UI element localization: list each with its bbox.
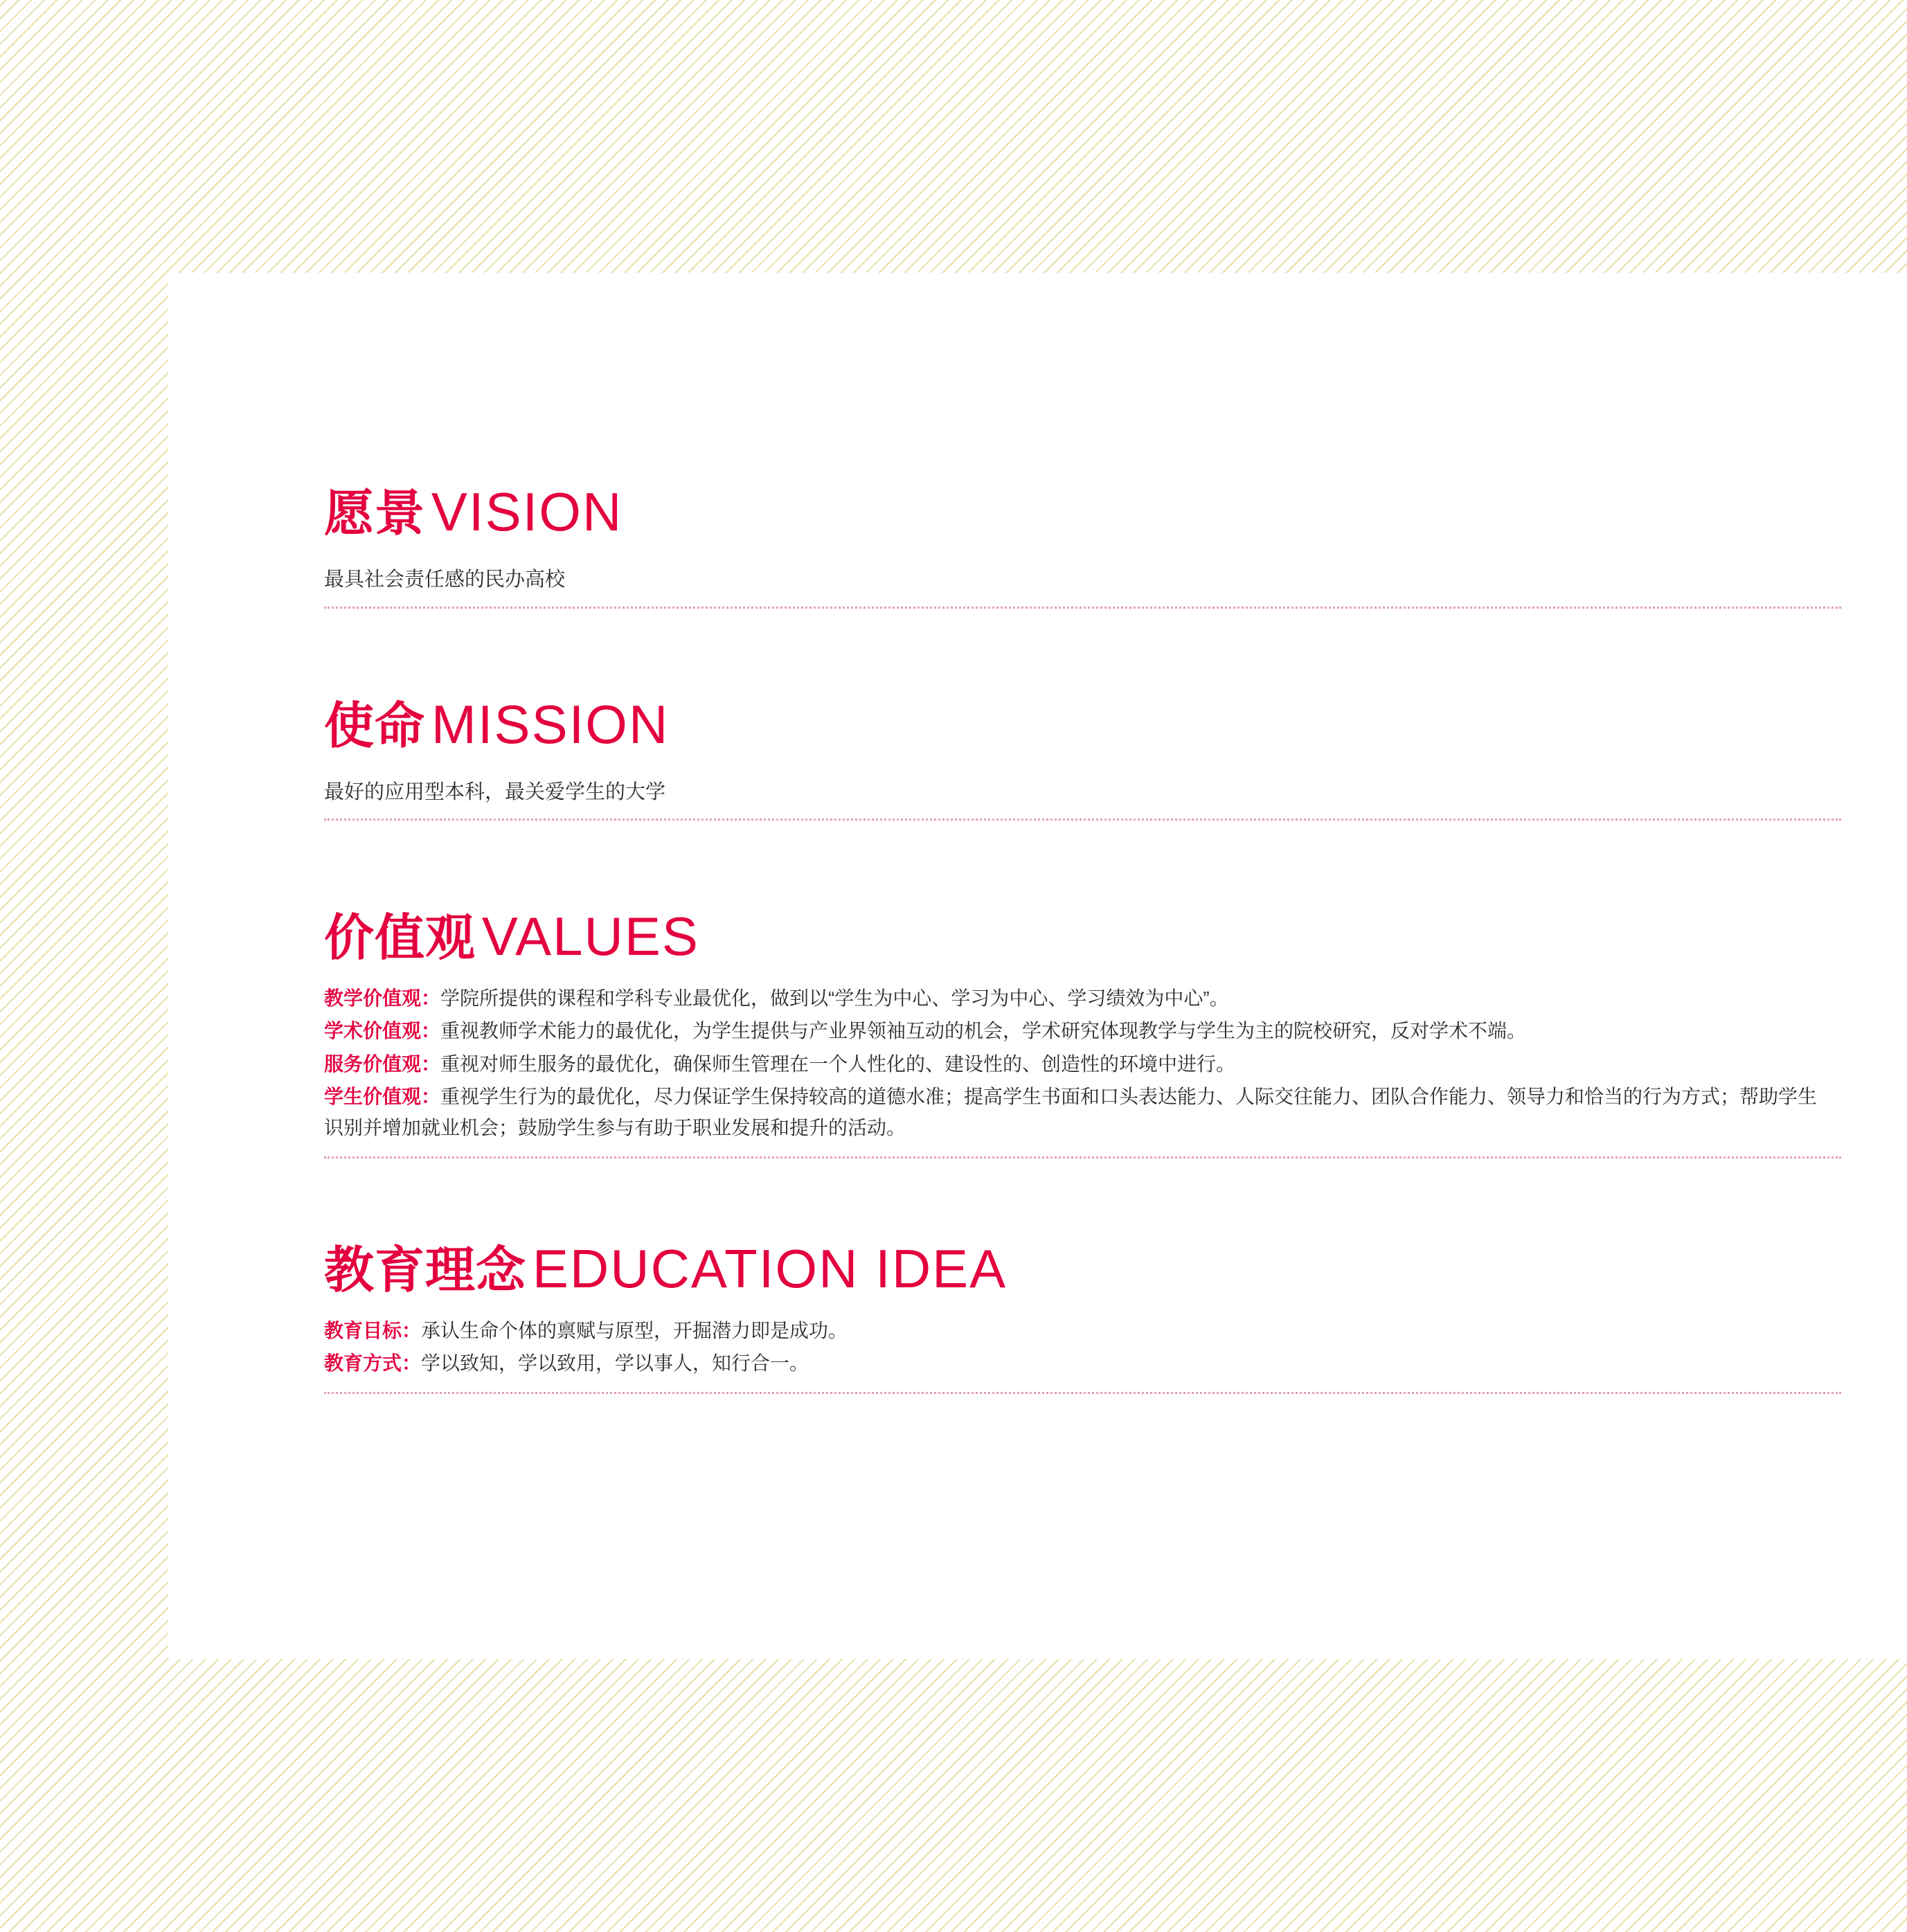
spacer-2 <box>324 821 1847 909</box>
values-item-label: 教学价值观： <box>324 987 441 1009</box>
values-item-text: 学院所提供的课程和学科专业最优化，做到以“学生为中心、学习为中心、学习绩效为中心”。 <box>440 987 1229 1009</box>
spacer-1 <box>324 609 1847 697</box>
mission-heading-cn: 使命 <box>324 698 426 754</box>
section-values <box>324 906 1847 1159</box>
section-vision <box>324 481 1847 609</box>
values-item-text: 重视学生行为的最优化，尽力保证学生保持较高的道德水准；提高学生书面和口头表达能力、人际交往能力、团队合作能力、领导力和恰当的行为方式；帮助学生识别并增加就业机会；鼓励学生参与有助于职业发展和提升的活动。 <box>324 1086 1818 1139</box>
divider-education <box>324 1392 1841 1394</box>
values-item-text: 重视教师学术能力的最优化，为学生提供与产业界领袖互动的机会，学术研究体现教学与学生为主的院校研究，反对学术不端。 <box>440 1020 1527 1042</box>
education-item <box>324 1348 1827 1379</box>
spacer-3 <box>324 1159 1847 1242</box>
vision-heading-en: VISION <box>431 481 623 542</box>
values-list <box>324 983 1847 1144</box>
mission-subtitle: 最好的应用型本科，最关爱学生的大学 <box>324 780 666 803</box>
education-item-label: 教育目标： <box>324 1319 422 1341</box>
education-item-label: 教育方式： <box>324 1352 422 1375</box>
section-education-idea <box>324 1237 1847 1394</box>
values-heading-en: VALUES <box>481 906 699 967</box>
mission-heading <box>324 693 1847 755</box>
content-column <box>324 481 1847 1394</box>
values-item-text: 重视对师生服务的最优化，确保师生管理在一个人性化的、建设性的、创造性的环境中进行。 <box>440 1053 1236 1075</box>
vision-heading <box>324 481 1847 542</box>
values-item-label: 学生价值观： <box>324 1086 441 1108</box>
values-item-label: 学术价值观： <box>324 1020 441 1042</box>
education-heading-en: EDUCATION IDEA <box>532 1237 1008 1299</box>
education-item-text: 承认生命个体的禀赋与原型，开掘潜力即是成功。 <box>421 1319 848 1341</box>
education-list <box>324 1315 1847 1379</box>
values-item <box>324 983 1827 1014</box>
education-item <box>324 1315 1827 1346</box>
values-heading <box>324 906 1847 967</box>
values-item <box>324 1015 1827 1046</box>
values-item <box>324 1081 1827 1144</box>
values-item <box>324 1048 1827 1080</box>
vision-heading-cn: 愿景 <box>324 486 426 542</box>
education-heading <box>324 1237 1847 1299</box>
vision-subtitle: 最具社会责任感的民办高校 <box>324 569 566 591</box>
section-mission <box>324 693 1847 821</box>
education-item-text: 学以致知，学以致用，学以事人，知行合一。 <box>421 1352 809 1375</box>
education-heading-cn: 教育理念 <box>324 1242 527 1298</box>
values-heading-cn: 价值观 <box>324 911 476 966</box>
values-item-label: 服务价值观： <box>324 1053 441 1075</box>
mission-heading-en: MISSION <box>431 693 670 755</box>
